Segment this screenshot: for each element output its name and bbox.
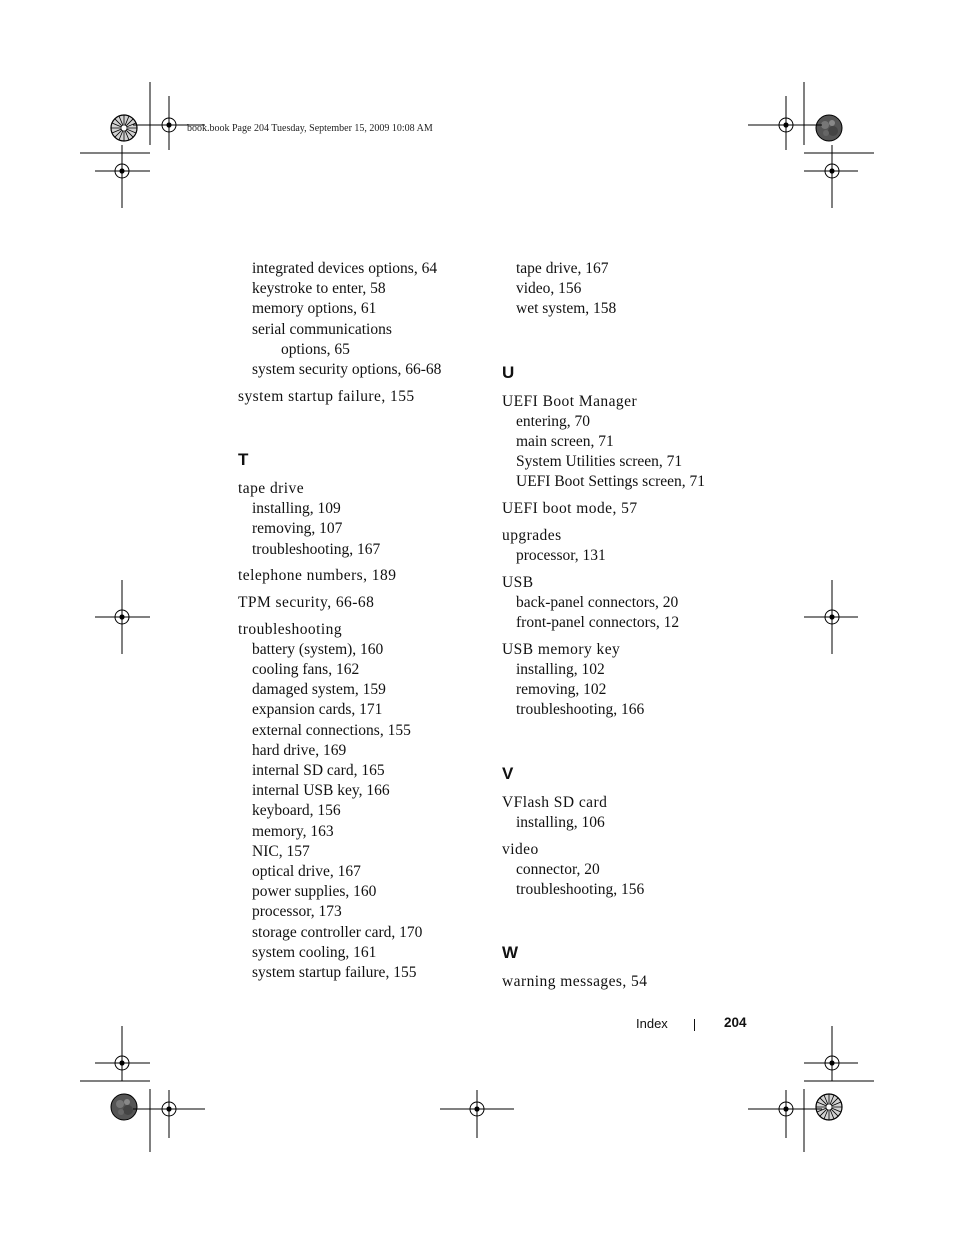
index-subentry: internal SD card, 165 <box>252 762 385 780</box>
index-subentry: keystroke to enter, 58 <box>252 280 386 298</box>
index-main-entry: tape drive <box>238 479 305 497</box>
index-subentry: hard drive, 169 <box>252 741 347 759</box>
index-subentry: troubleshooting, 167 <box>252 540 381 558</box>
index-subentry: connector, 20 <box>516 860 600 878</box>
crosshair-mark-top-left <box>159 115 179 135</box>
index-main-entry: TPM security, 66-68 <box>238 593 375 611</box>
index-subentry: processor, 173 <box>252 903 342 921</box>
index-subentry: internal USB key, 166 <box>252 782 390 800</box>
index-subentry: keyboard, 156 <box>252 802 341 820</box>
index-subentry: system security options, 66-68 <box>252 361 442 379</box>
crosshair-mark-top-right <box>776 115 796 135</box>
index-subentry: damaged system, 159 <box>252 681 386 699</box>
index-subentry: video, 156 <box>516 280 582 298</box>
index-subentry: integrated devices options, 64 <box>252 260 438 277</box>
index-subentry: installing, 109 <box>252 500 341 518</box>
starburst-mark-top-right <box>816 115 842 141</box>
index-subentry: main screen, 71 <box>516 433 614 451</box>
index-main-entry: troubleshooting <box>238 620 343 638</box>
index-subentry: installing, 106 <box>516 813 605 831</box>
starburst-mark-top-left <box>111 115 137 141</box>
index-subentry: battery (system), 160 <box>252 640 384 658</box>
index-column-left <box>238 259 478 983</box>
index-subentry: back-panel connectors, 20 <box>516 593 679 611</box>
index-subentry: removing, 107 <box>252 520 343 538</box>
index-section-letter: U <box>502 362 515 382</box>
index-section-letter: W <box>502 943 519 963</box>
index-main-entry: system startup failure, 155 <box>238 387 415 405</box>
index-main-entry: UEFI boot mode, 57 <box>502 500 638 518</box>
index-main-entry: USB memory key <box>502 640 621 658</box>
index-subentry: memory options, 61 <box>252 300 377 318</box>
index-subentry: external connections, 155 <box>252 721 411 739</box>
index-subentry: system startup failure, 155 <box>252 964 417 982</box>
index-subentry: processor, 131 <box>516 547 606 565</box>
index-subentry: installing, 102 <box>516 661 605 679</box>
index-column-right <box>502 259 762 992</box>
index-main-entry: video <box>502 840 539 858</box>
starburst-mark-bottom-right <box>816 1094 842 1120</box>
starburst-mark-bottom-left <box>111 1094 137 1120</box>
index-subentry: NIC, 157 <box>252 842 310 860</box>
index-subentry: optical drive, 167 <box>252 863 361 881</box>
index-main-entry: warning messages, 54 <box>502 973 648 991</box>
index-main-entry: USB <box>502 573 534 591</box>
index-subentry: power supplies, 160 <box>252 883 377 901</box>
index-subentry: troubleshooting, 156 <box>516 880 645 898</box>
crosshair-mark-mid-right <box>822 607 842 627</box>
crosshair-mark-bottom-center <box>467 1099 487 1119</box>
crosshair-mark-bottom-right <box>776 1099 796 1119</box>
index-subentry: wet system, 158 <box>516 300 617 318</box>
index-section-letter: T <box>238 449 249 469</box>
footer-section-label: Index <box>636 1016 668 1031</box>
index-subentry: cooling fans, 162 <box>252 661 360 679</box>
index-subentry: System Utilities screen, 71 <box>516 453 683 471</box>
index-subentry: serial communications <box>252 320 392 338</box>
index-main-entry: upgrades <box>502 526 562 544</box>
index-subentry: entering, 70 <box>516 412 591 430</box>
index-main-entry: VFlash SD card <box>502 793 608 811</box>
page-number: 204 <box>724 1015 747 1030</box>
index-section-letter: V <box>502 763 514 783</box>
index-subentry: removing, 102 <box>516 681 607 699</box>
index-subentry: storage controller card, 170 <box>252 923 423 941</box>
index-subentry: tape drive, 167 <box>516 260 609 277</box>
index-subentry: memory, 163 <box>252 822 334 840</box>
index-main-entry: UEFI Boot Manager <box>502 392 638 410</box>
index-subentry: system cooling, 161 <box>252 943 377 961</box>
index-subentry: expansion cards, 171 <box>252 701 383 719</box>
index-main-entry: telephone numbers, 189 <box>238 567 397 585</box>
index-subentry-continued: options, 65 <box>281 340 350 358</box>
index-subentry: UEFI Boot Settings screen, 71 <box>516 473 705 491</box>
print-slug: book.book Page 204 Tuesday, September 15, 2009 10:08 AM <box>187 123 433 134</box>
footer-divider <box>694 1019 695 1031</box>
index-subentry: front-panel connectors, 12 <box>516 614 680 632</box>
crosshair-mark-mid-left <box>112 607 132 627</box>
index-subentry: troubleshooting, 166 <box>516 701 645 719</box>
crosshair-mark-bottom-left <box>159 1099 179 1119</box>
